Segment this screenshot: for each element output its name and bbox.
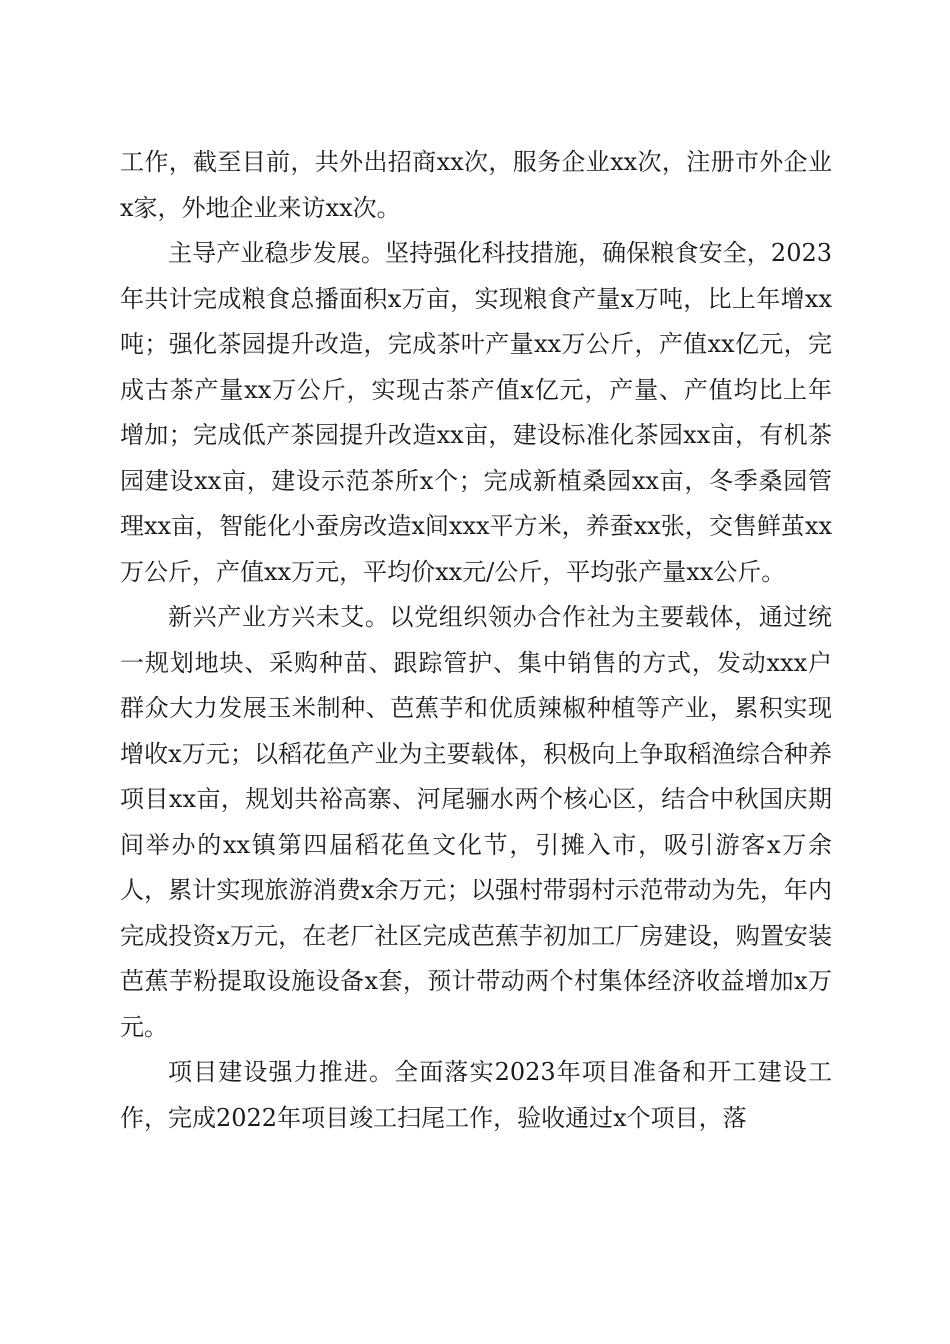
paragraph-emerging-industry: 新兴产业方兴未艾。以党组织领办合作社为主要载体，通过统一规划地块、采购种苗、跟踪管护、集中销售的方式，发动xxx户群众大力发展玉米制种、芭蕉芋和优质辣椒种植等产业，累积实现增收x万元；以稻花鱼产业为主要载体，积极向上争取稻渔综合种养项目xx亩，规划共裕高寨、河尾骊水两个核心区，结合中秋国庆期间举办的xx镇第四届稻花鱼文化节，引摊入市，吸引游客x万余人，累计实现旅游消费x余万元；以强村带弱村示范带动为先，年内完成投资x万元，在老厂社区完成芭蕉芋初加工厂房建设，购置安装芭蕉芋粉提取设施设备x套，预计带动两个村集体经济收益增加x万元。	[120, 603, 832, 1041]
paragraph-continuation: 工作，截至目前，共外出招商xx次，服务企业xx次，注册市外企业x家，外地企业来访xx次。	[120, 148, 832, 222]
paragraph-leading-industry: 主导产业稳步发展。坚持强化科技措施，确保粮食安全，2023年共计完成粮食总播面积x万亩，实现粮食产量x万吨，比上年增xx吨；强化茶园提升改造，完成茶叶产量xx万公斤，产值xx亿元，完成古茶产量xx万公斤，实现古茶产值x亿元，产量、产值均比上年增加；完成低产茶园提升改造xx亩，建设标准化茶园xx亩，有机茶园建设xx亩，建设示范茶所x个；完成新植桑园xx亩，冬季桑园管理xx亩，智能化小蚕房改造x间xxx平方米，养蚕xx张，交售鲜茧xx万公斤，产值xx万元，平均价xx元/公斤，平均张产量xx公斤。	[120, 239, 832, 586]
paragraph-project-construction: 项目建设强力推进。全面落实2023年项目准备和开工建设工作，完成2022年项目竣工扫尾工作，验收通过x个项目，落	[120, 1058, 832, 1132]
document-body	[120, 140, 832, 1141]
